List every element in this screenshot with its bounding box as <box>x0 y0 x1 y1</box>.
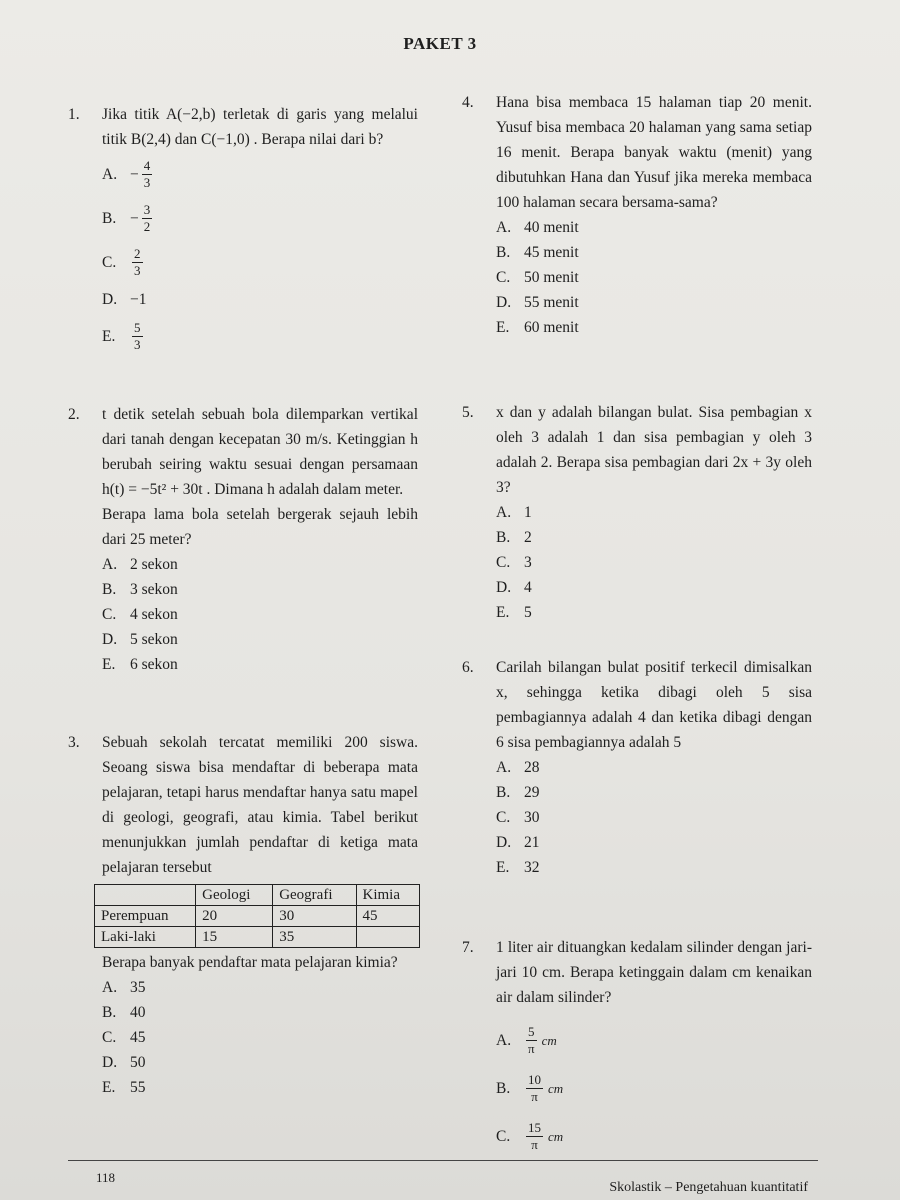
option-e: E. 5 <box>496 604 532 621</box>
question-number: 6. <box>462 659 474 676</box>
question-4 <box>462 90 812 340</box>
option-b: B. − $\frac{3}{2}$ <box>102 201 151 234</box>
option-a: A. 35 <box>102 979 146 996</box>
question-6 <box>462 655 812 880</box>
option-e: E. 6 sekon <box>102 656 178 673</box>
option-d: D. 21 <box>496 834 540 851</box>
question-text: Hana bisa membaca 15 halaman tiap 20 menit. Yusuf bisa membaca 20 halaman yang sama setiap 16 menit. Berapa banyak waktu (menit) yang dibutuhkan Hana dan Yusuf jika mereka membaca 100 halaman secara bersama-sama? <box>496 94 812 211</box>
question-number: 7. <box>462 939 474 956</box>
option-c: C. 4 sekon <box>102 606 178 623</box>
question-7 <box>462 935 812 1160</box>
fraction: $\frac{3}{2}$ <box>143 201 151 234</box>
question-number: 3. <box>68 734 80 751</box>
option-b: B. $\frac{10}{\pi}$ cm <box>496 1071 564 1104</box>
option-a: A. 2 sekon <box>102 556 178 573</box>
table-row: Laki-laki 15 35 <box>95 927 420 948</box>
option-d: D. 5 sekon <box>102 631 178 648</box>
question-number: 2. <box>68 406 80 423</box>
option-e: E. 60 menit <box>496 319 579 336</box>
option-b: B. 3 sekon <box>102 581 178 598</box>
question-number: 4. <box>462 94 474 111</box>
options <box>496 215 812 340</box>
options <box>102 552 418 677</box>
question-text: Carilah bilangan bulat positif terkecil dimisalkan x, sehingga ketika dibagi oleh 5 sisa pembagiannya adalah 4 dan ketika dibagi dengan 6 sisa pembagiannya adalah 5 <box>496 659 812 751</box>
question-number: 1. <box>68 106 80 123</box>
option-a: A. 1 <box>496 504 532 521</box>
footer-divider <box>68 1160 818 1161</box>
options <box>496 755 812 880</box>
question-5 <box>462 400 812 625</box>
option-c: C. $\frac{2}{3}$ <box>102 245 141 278</box>
question-text: x dan y adalah bilangan bulat. Sisa pembagian x oleh 3 adalah 1 dan sisa pembagian y oleh 3 adalah 2. Berapa sisa pembagian dari 2x + 3y oleh 3? <box>496 404 812 496</box>
question-1 <box>68 102 418 358</box>
fraction: $\frac{5}{3}$ <box>134 319 141 352</box>
option-d: D. 50 <box>102 1054 146 1071</box>
fraction: $\frac{10}{\pi}$ <box>528 1071 541 1104</box>
fraction: $\frac{5}{\pi}$ <box>528 1023 535 1056</box>
options <box>102 975 418 1100</box>
option-c: C. 3 <box>496 554 532 571</box>
options <box>102 152 418 358</box>
question-text: t detik setelah sebuah bola dilemparkan vertikal dari tanah dengan kecepatan 30 m/s. Ketinggian h berubah seiring waktu sesuai dengan persamaan h(t) = −5t² + 30t . Dimana h adalah dalam meter. <box>102 406 418 498</box>
option-e: E. 55 <box>102 1079 146 1096</box>
option-a: A. − $\frac{4}{3}$ <box>102 157 151 190</box>
option-d: D. 55 menit <box>496 294 579 311</box>
question-text: Sebuah sekolah tercatat memiliki 200 siswa. Seoang siswa bisa mendaftar di beberapa mata pelajaran, tetapi harus mendaftar hanya satu mapel di geologi, geografi, atau kimia. Tabel berikut menunjukkan jumlah pendaftar di ketiga mata pelajaran tersebut <box>102 734 418 876</box>
options <box>496 500 812 625</box>
question-text: 1 liter air dituangkan kedalam silinder dengan jari-jari 10 cm. Berapa ketinggain dalam cm kenaikan air dalam silinder? <box>496 939 812 1006</box>
option-a: A. $\frac{5}{\pi}$ cm <box>496 1023 557 1056</box>
page-title: PAKET 3 <box>403 34 477 53</box>
fraction: $\frac{4}{3}$ <box>143 157 151 190</box>
fraction: $\frac{15}{\pi}$ <box>528 1119 541 1152</box>
option-c: C. $\frac{15}{\pi}$ cm <box>496 1119 564 1152</box>
option-c: C. 30 <box>496 809 540 826</box>
question-2 <box>68 402 418 677</box>
table-header-row: Geologi Geografi Kimia <box>95 885 420 906</box>
option-b: B. 45 menit <box>496 244 579 261</box>
option-e: E. 32 <box>496 859 540 876</box>
option-d: D. 4 <box>496 579 532 596</box>
question-text: Jika titik A(−2,b) terletak di garis yang melalui titik B(2,4) dan C(−1,0) . Berapa nilai dari b? <box>102 106 418 148</box>
option-a: A. 28 <box>496 759 540 776</box>
option-a: A. 40 menit <box>496 219 579 236</box>
fraction: $\frac{2}{3}$ <box>134 245 141 278</box>
question-prompt: Berapa lama bola setelah bergerak sejauh lebih dari 25 meter? <box>102 506 418 548</box>
option-b: B. 29 <box>496 784 540 801</box>
option-b: B. 40 <box>102 1004 146 1021</box>
question-3 <box>68 730 418 1100</box>
registration-table <box>94 884 420 948</box>
question-prompt: Berapa banyak pendaftar mata pelajaran kimia? <box>102 954 398 971</box>
option-c: C. 50 menit <box>496 269 579 286</box>
options <box>496 1016 812 1160</box>
option-d: D. −1 <box>102 290 147 308</box>
book-title: Skolastik – Pengetahuan kuantitatif <box>609 1180 808 1195</box>
page-number: 118 <box>96 1170 116 1185</box>
option-b: B. 2 <box>496 529 532 546</box>
option-c: C. 45 <box>102 1029 146 1046</box>
question-number: 5. <box>462 404 474 421</box>
table-row: Perempuan 20 30 45 <box>95 906 420 927</box>
option-e: E. $\frac{5}{3}$ <box>102 319 141 352</box>
